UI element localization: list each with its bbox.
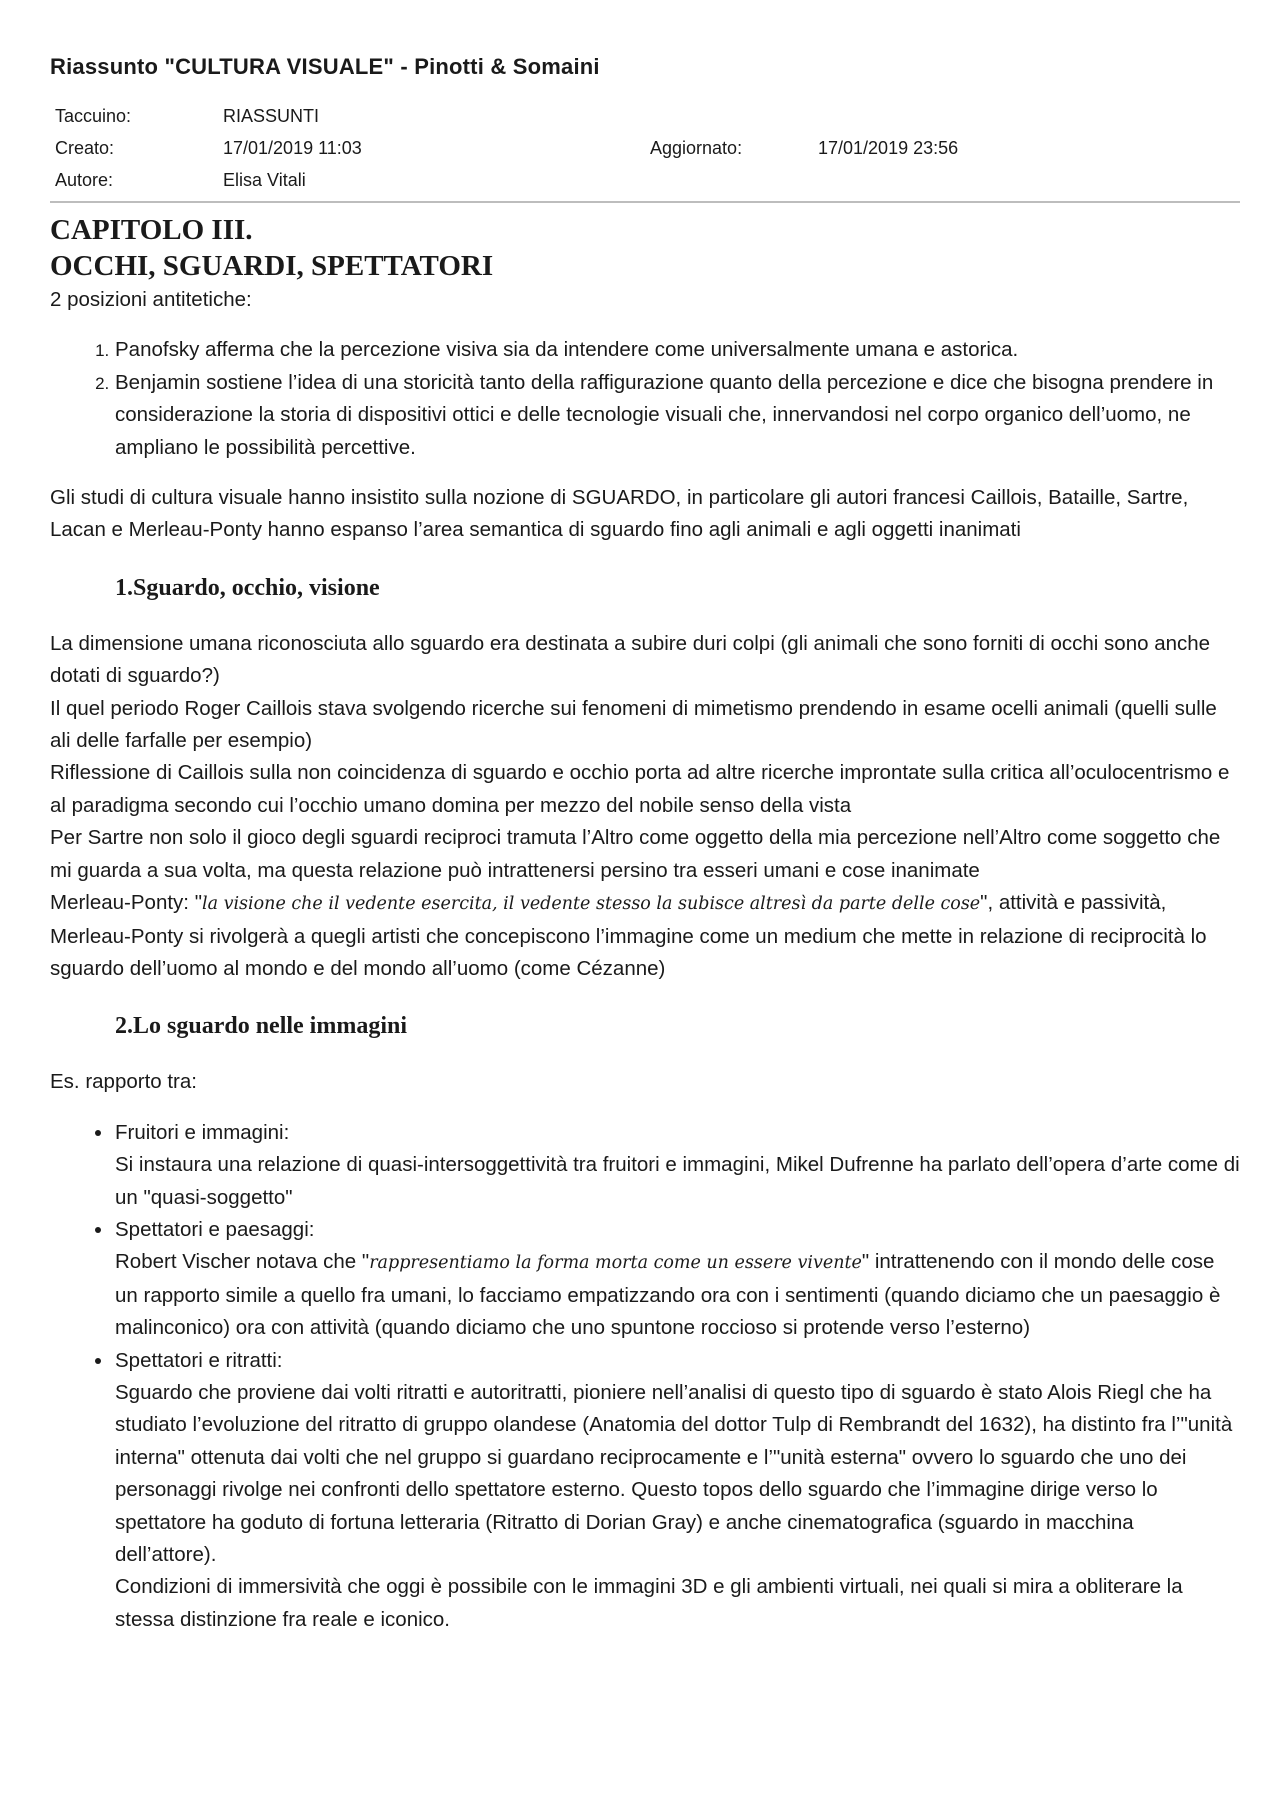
chapter-number: CAPITOLO III. bbox=[50, 214, 253, 246]
vischer-quote: rappresentiamo la forma morta come un essere vivente bbox=[369, 1253, 862, 1274]
studies-paragraph: Gli studi di cultura visuale hanno insistito sulla nozione di SGUARDO, in particolare gli autori francesi Caillois, Bataille, Sartre, Lacan e Merleau-Ponty hanno espanso l’area semantica di sguardo fino agli animali e agli oggetti inanimati bbox=[50, 486, 1189, 542]
mp-quote: la visione che il vedente esercita, il vedente stesso la subisce altresì da parte delle cose bbox=[201, 894, 981, 915]
meta-row-created bbox=[55, 138, 1235, 170]
section1-line: Il quel periodo Roger Caillois stava svolgendo ricerche sui fenomeni di mimetismo prendendo in esame ocelli animali (quelli sulle ali delle farfalle per esempio) bbox=[50, 696, 1217, 753]
merleau-ponty-paragraph bbox=[50, 887, 1240, 985]
section-heading-1: 1.Sguardo, occhio, visione bbox=[115, 574, 380, 601]
positions-list bbox=[50, 334, 1240, 464]
relation-text-2: Condizioni di immersività che oggi è possibile con le immagini 3D e gli ambienti virtuali, nei quali si mira a obliterare la stessa distinzione fra reale e iconico. bbox=[115, 1575, 1183, 1631]
relations-list bbox=[50, 1117, 1240, 1637]
position-item-benjamin: 2. Benjamin sostiene l’idea di una storicità tanto della raffigurazione quanto della percezione e dice che bisogna prendere in considerazione la storia di dispositivi ottici e delle tecnologie visuali che, innervandosi nel corpo organico dell’uomo, ne ampliano le possibilità percettive. bbox=[114, 367, 1240, 464]
created-value: 17/01/2019 11:03 bbox=[223, 138, 362, 158]
mp-prefix: Merleau-Ponty: " bbox=[50, 891, 202, 915]
relation-text: Si instaura una relazione di quasi-intersoggettività tra fruitori e immagini, Mikel Dufrenne ha parlato dell’opera d’arte come di un "quasi-soggetto" bbox=[115, 1153, 1240, 1209]
relation-text-prefix: Robert Vischer notava che " bbox=[115, 1250, 370, 1274]
section1-line: Riflessione di Caillois sulla non coincidenza di sguardo e occhio porta ad altre ricerche improntate sulla critica all’oculocentrismo e al paradigma secondo cui l’occhio umano domina per mezzo del nobile senso della vista bbox=[50, 761, 1230, 817]
author-value: Elisa Vitali bbox=[223, 170, 306, 190]
created-label: Creato: bbox=[55, 138, 115, 158]
relation-item-paesaggi bbox=[114, 1214, 1240, 1345]
relation-title: Spettatori e paesaggi: bbox=[115, 1217, 315, 1241]
relation-item-fruitori bbox=[114, 1117, 1240, 1214]
notebook-value: RIASSUNTI bbox=[223, 106, 320, 126]
relation-title: Fruitori e immagini: bbox=[115, 1120, 290, 1144]
section2-intro: Es. rapporto tra: bbox=[50, 1070, 197, 1094]
note-metadata bbox=[55, 106, 1235, 202]
updated-value: 17/01/2019 23:56 bbox=[818, 138, 959, 158]
meta-row-author bbox=[55, 170, 1235, 202]
relation-text: Sguardo che proviene dai volti ritratti e autoritratti, pioniere nell’analisi di questo tipo di sguardo è stato Alois Riegl che ha studiato l’evoluzione del ritratto di gruppo olandese (Anatomia del dottor Tulp di Rembrandt del 1632), ha distinto fra l’"unità interna" ottenuta dai volti che nel gruppo si guardano reciprocamente e l’"unità esterna" ovvero lo sguardo che uno dei personaggi rivolge nei confronti dello spettatore esterno. Questo topos dello sguardo che l’immagine dirige verso lo spettatore ha goduto di fortuna letteraria (Ritratto di Dorian Gray) e anche cinematografica (sguardo in macchina dell’attore). bbox=[115, 1380, 1233, 1566]
meta-row-notebook bbox=[55, 106, 1235, 138]
author-label: Autore: bbox=[55, 170, 114, 190]
section1-line: La dimensione umana riconosciuta allo sguardo era destinata a subire duri colpi (gli animali che sono forniti di occhi sono anche dotati di sguardo?) bbox=[50, 631, 1211, 688]
metadata-divider bbox=[50, 201, 1240, 203]
intro-text: 2 posizioni antitetiche: bbox=[50, 288, 252, 311]
notebook-label: Taccuino: bbox=[55, 106, 132, 126]
relation-text-suffix: " intrattenendo con il mondo delle cose un rapporto simile a quello fra umani, lo facciamo empatizzando ora con i sentimenti (quando diciamo che un paesaggio è malinconico) ora con attività (quando diciamo che uno spuntone roccioso si protende verso l’esterno) bbox=[115, 1250, 1221, 1340]
section-heading-2: 2.Lo sguardo nelle immagini bbox=[115, 1013, 408, 1040]
chapter-title: OCCHI, SGUARDI, SPETTATORI bbox=[50, 250, 494, 282]
section1-line: Per Sartre non solo il gioco degli sguardi reciproci tramuta l’Altro come oggetto della mia percezione nell’Altro come soggetto che mi guarda a sua volta, ma questa relazione può intrattenersi persino tra esseri umani e cose inanimate bbox=[50, 826, 1221, 882]
note-content bbox=[50, 212, 1240, 1636]
position-item-panofsky: 1. Panofsky afferma che la percezione visiva sia da intendere come universalmente umana e astorica. bbox=[114, 334, 1240, 366]
relation-item-ritratti bbox=[114, 1345, 1240, 1637]
chapter-heading bbox=[50, 212, 1240, 284]
document-title: Riassunto "CULTURA VISUALE" - Pinotti & Somaini bbox=[50, 54, 600, 79]
relation-title: Spettatori e ritratti: bbox=[115, 1348, 283, 1372]
mp-suffix: ", attività e passività, Merleau-Ponty si rivolgerà a quegli artisti che concepiscono l’immagine come un medium che mette in relazione di reciprocità lo sguardo dell’uomo al mondo e del mondo all’uomo (come Cézanne) bbox=[50, 891, 1207, 980]
updated-label: Aggiornato: bbox=[650, 138, 743, 158]
